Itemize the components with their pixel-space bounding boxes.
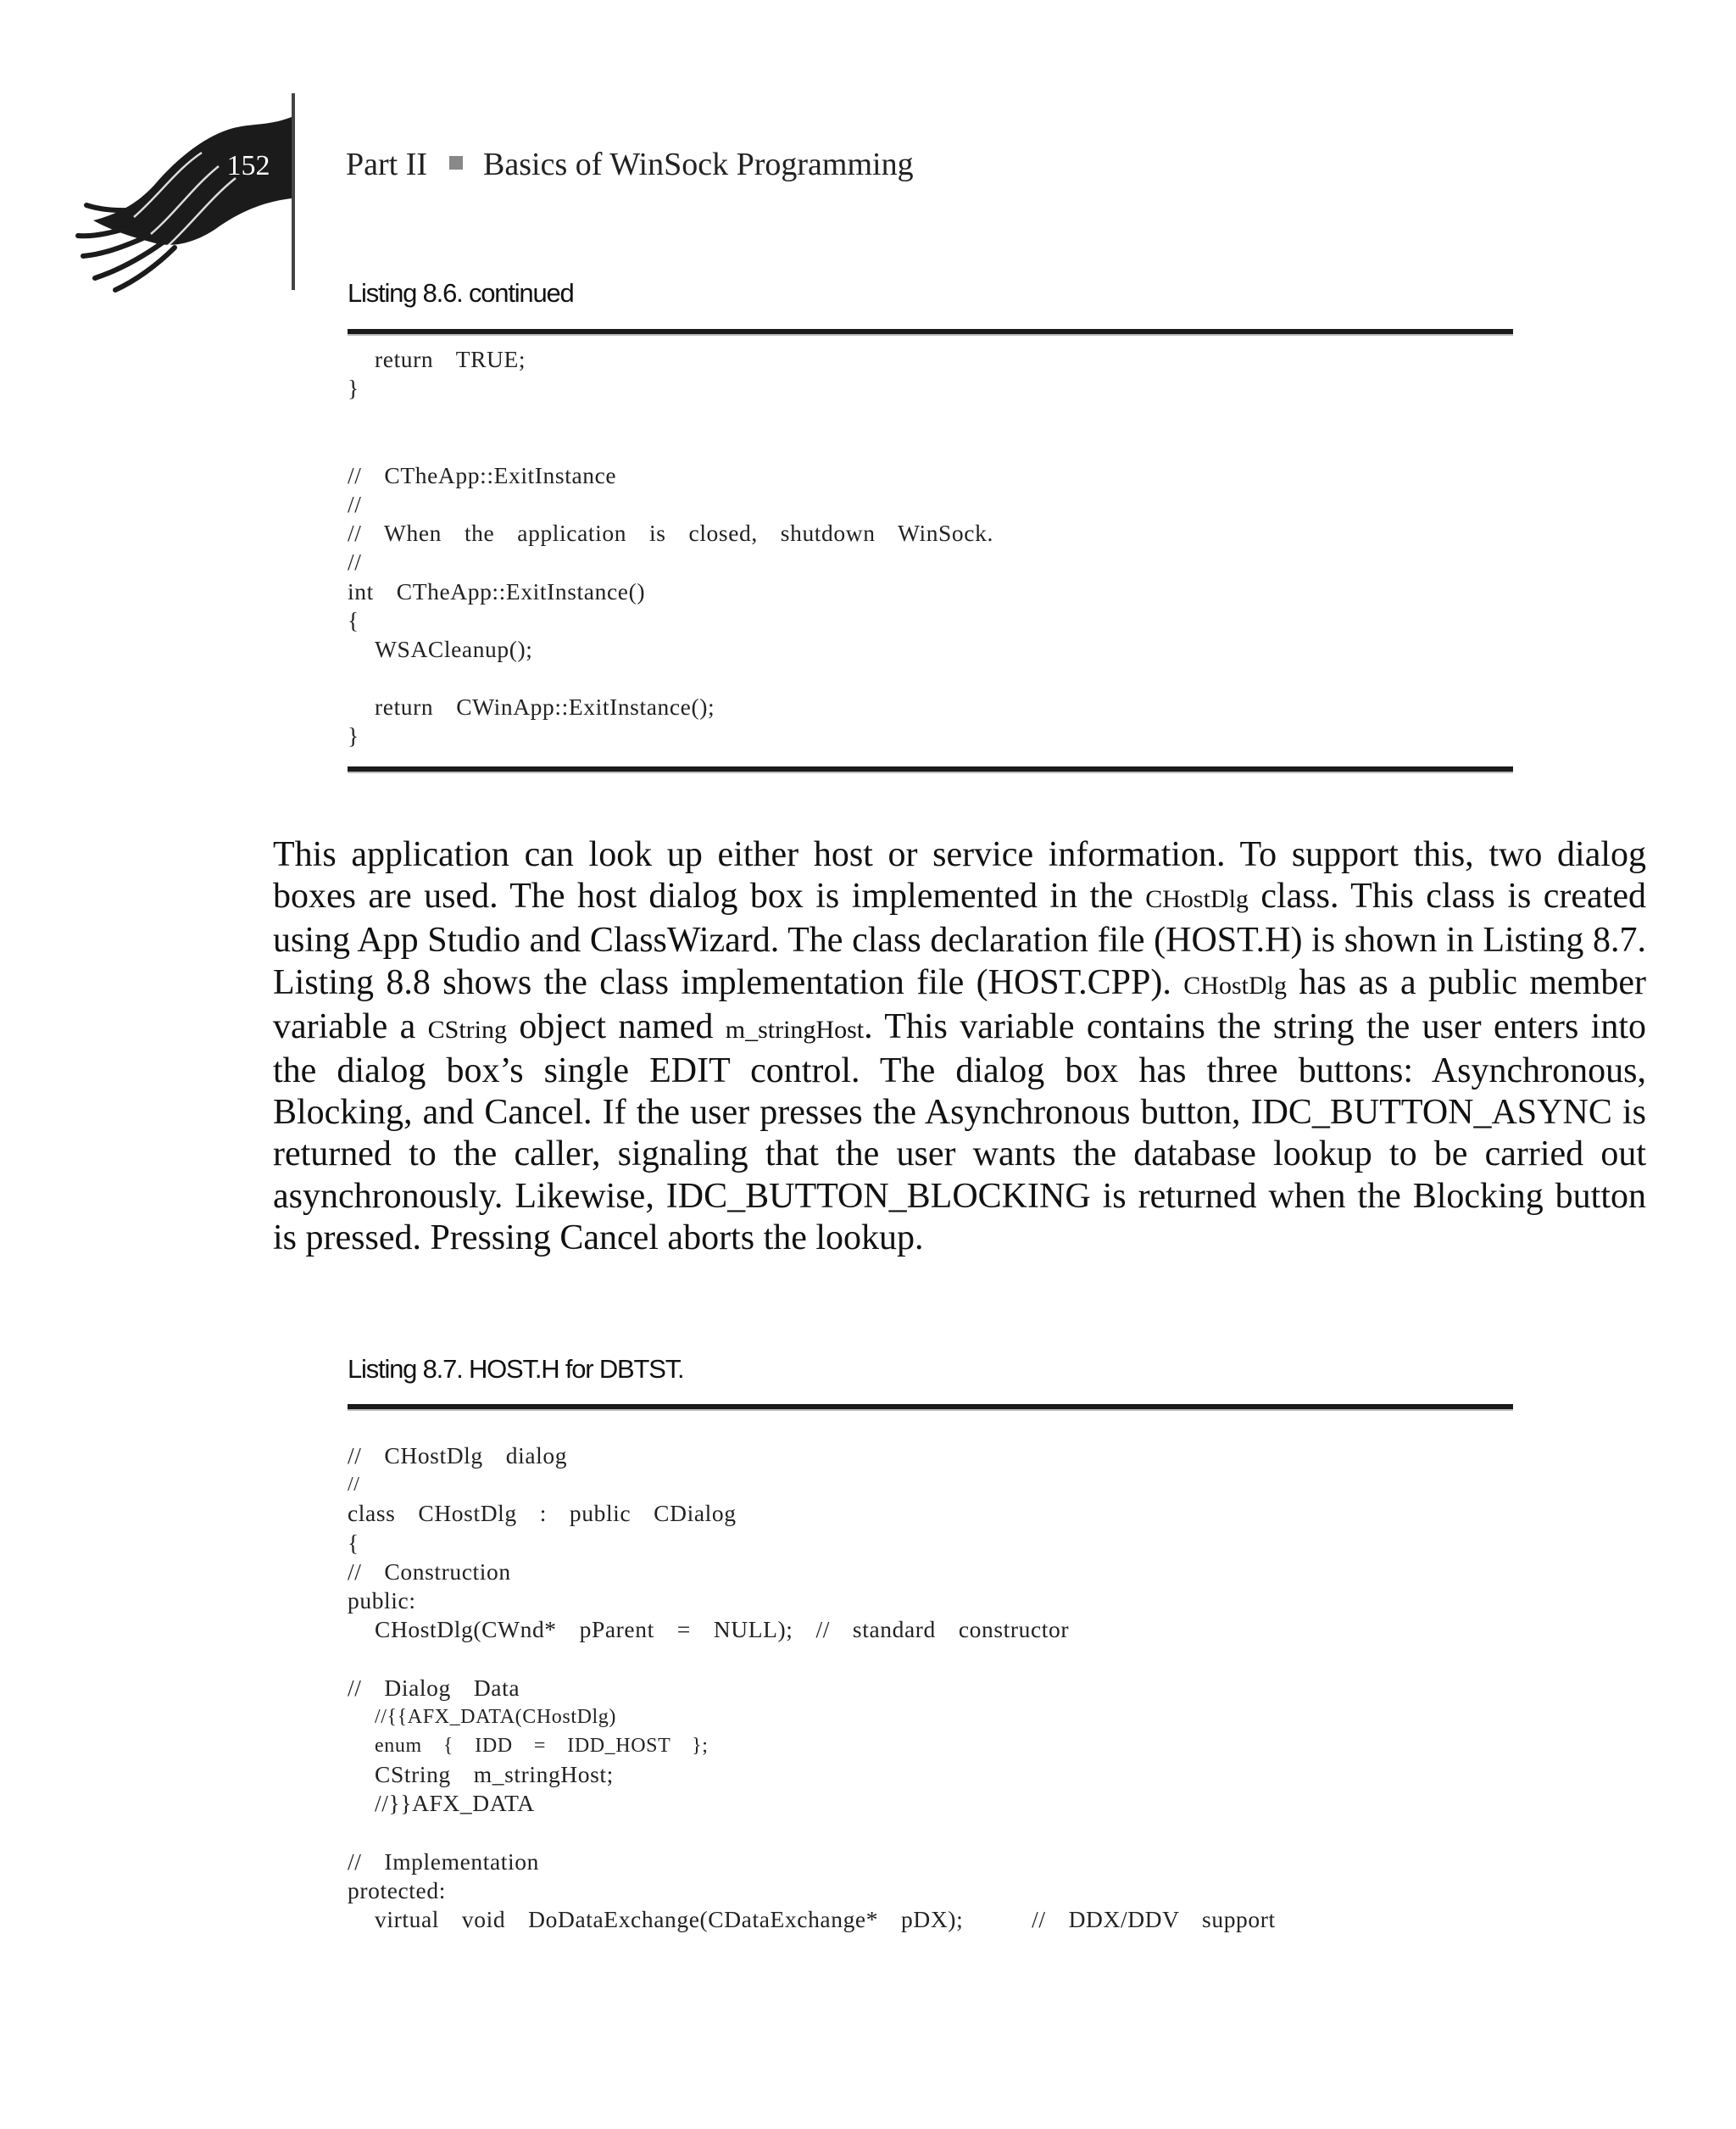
code-line: { [348, 606, 359, 633]
listing-8-6-bottom-rule [348, 766, 1513, 772]
code-term-chostdlg: CHostDlg [1183, 971, 1287, 1000]
square-bullet-icon [449, 156, 463, 170]
code-line: // Implementation [348, 1848, 539, 1875]
code-line: enum { IDD = IDD_HOST }; [375, 1734, 709, 1757]
part-label: Part II [346, 147, 428, 182]
paragraph-text: has as a public member variable a [273, 962, 1646, 1046]
code-line: virtual void DoDataExchange(CDataExchange* pDX); // DDX/DDV support [375, 1906, 1276, 1932]
running-head [346, 146, 914, 183]
code-line: // [348, 549, 362, 576]
code-line: // When the application is closed, shutdown WinSock. [348, 520, 993, 547]
code-line: // [348, 1474, 360, 1496]
code-line: //{{AFX_DATA(CHostDlg) [375, 1705, 616, 1728]
listing-8-6-code [348, 345, 993, 751]
listing-8-7-caption: Listing 8.7. HOST.H for DBTST. [348, 1354, 684, 1384]
code-line: CString m_stringHost; [375, 1761, 614, 1788]
page-number: 152 [226, 150, 270, 181]
code-line [348, 1644, 1276, 1673]
code-line: //}}AFX_DATA [375, 1790, 535, 1817]
code-line: return CWinApp::ExitInstance(); [375, 694, 715, 721]
code-line: // CTheApp::ExitInstance [348, 461, 617, 488]
code-line: // Dialog Data [348, 1674, 520, 1701]
paragraph-text: class. This class is created using App Studio and ClassWizard. The class declaration file (HOST.H) is shown in Listing 8.7. Listing 8.8 shows the class implementation file (HOST.CPP). [273, 877, 1646, 1002]
code-line: protected: [348, 1876, 446, 1903]
flag-logo [75, 93, 320, 297]
code-term-chostdlg: CHostDlg [1145, 885, 1249, 914]
paragraph-text: object named [507, 1006, 726, 1046]
code-line [348, 664, 993, 693]
code-line: return TRUE; [375, 346, 526, 372]
code-line: // CHostDlg dialog [348, 1442, 568, 1469]
code-line [348, 432, 993, 461]
listing-8-6-top-rule [348, 329, 1513, 334]
paragraph-text: This application can look up either host or service information. To support this, two dialog boxes are used. The host dialog box is implemented in the [273, 835, 1646, 917]
code-line: // Construction [348, 1558, 511, 1585]
code-term-m-stringhost: m_stringHost [725, 1015, 865, 1044]
chapter-title: Basics of WinSock Programming [483, 147, 914, 182]
code-line: WSACleanup(); [375, 635, 533, 662]
listing-8-7-top-rule [348, 1404, 1513, 1409]
code-line: int CTheApp::ExitInstance() [348, 577, 646, 605]
listing-8-6-caption: Listing 8.6. continued [348, 278, 574, 308]
code-line: CHostDlg(CWnd* pParent = NULL); // standard constructor [375, 1616, 1070, 1643]
code-line: { [348, 1529, 359, 1556]
code-term-cstring: CString [427, 1015, 508, 1044]
listing-8-7-code [348, 1441, 1276, 1934]
code-line [348, 403, 993, 432]
paragraph-text: . This variable contains the string the user enters into the dialog box’s single EDIT control. The dialog box has three buttons: Asynchronous, Blocking, and Cancel. If the user presses the Asynchronous button, IDC_BUTTON_ASYNC is returned to the caller, signaling that the user wants the database lookup to be carried out asynchronously. Likewise, IDC_BUTTON_BLOCKING is returned when the Blocking button is pressed. Pressing Cancel aborts the lookup. [273, 1006, 1647, 1257]
code-line: } [348, 375, 359, 402]
code-line: // [348, 490, 362, 517]
code-line: class CHostDlg : public CDialog [348, 1500, 737, 1527]
code-line: } [348, 722, 359, 750]
body-paragraph [273, 834, 1646, 1259]
code-line [348, 1818, 1276, 1847]
code-line: public: [348, 1586, 416, 1613]
